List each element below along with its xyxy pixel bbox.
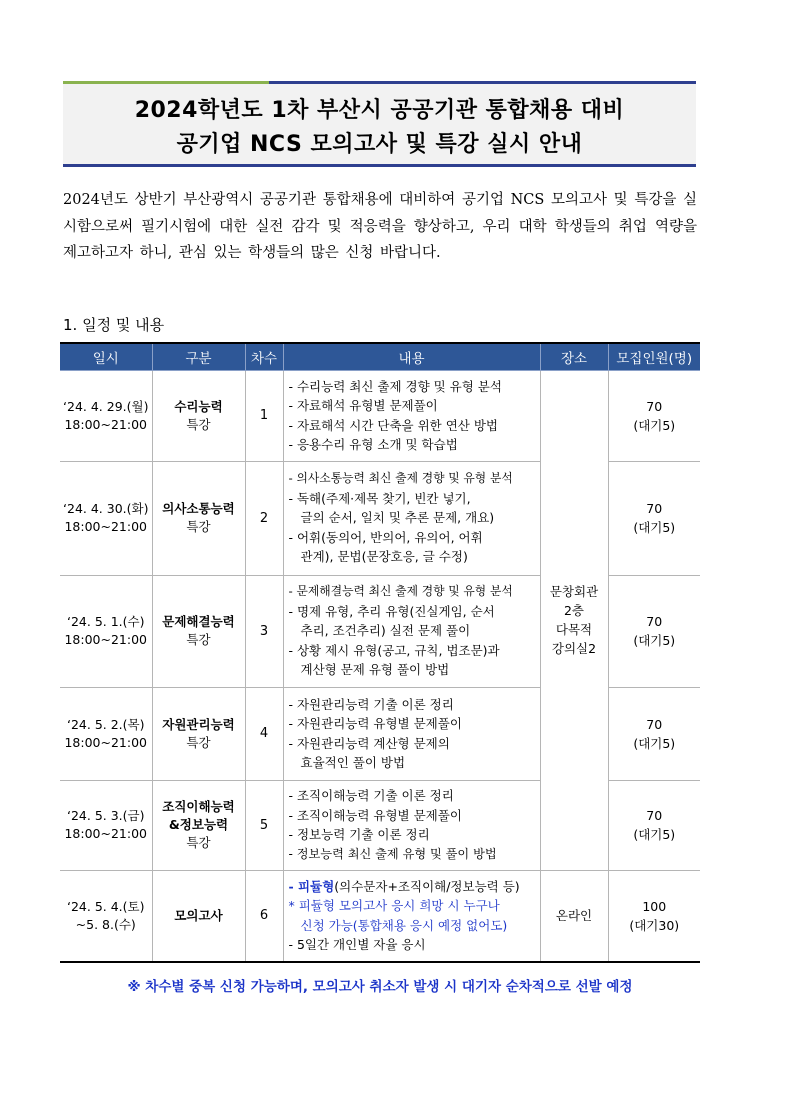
date-cell (60, 870, 152, 962)
recruit-cell (608, 780, 700, 870)
date-cell (60, 461, 152, 575)
date-text: ‘24. 4. 30.(화) (63, 501, 149, 516)
recruit-cell (608, 575, 700, 687)
venue-text: 2층 (563, 603, 585, 618)
date-cell (60, 575, 152, 687)
time-text: 18:00~21:00 (64, 519, 148, 534)
category-type: 특강 (186, 734, 211, 750)
content-text: (의수문자+조직이해/정보능력 등) (334, 878, 520, 894)
venue-cell: 온라인 (540, 870, 608, 962)
time-text: 18:00~21:00 (64, 826, 148, 841)
header-venue: 장소 (540, 343, 608, 370)
recruit-cell (608, 461, 700, 575)
content-item: - 5일간 개인별 자율 응시 (288, 937, 426, 953)
content-item: - 상황 제시 유형(공고, 규칙, 법조문)과 (288, 642, 500, 658)
table-row (60, 870, 700, 962)
category-type: 특강 (186, 632, 211, 647)
date-cell (60, 687, 152, 780)
title-line-2: 공기업 NCS 모의고사 및 특강 실시 안내 (176, 132, 583, 157)
recruit-cell (608, 687, 700, 780)
recruit-count: 70 (646, 398, 663, 414)
content-item: - 자원관리능력 계산형 문제의 (288, 735, 450, 751)
section-heading: 1. 일정 및 내용 (63, 316, 165, 334)
round-cell: 3 (245, 575, 283, 687)
content-cell (283, 461, 540, 575)
category-name: &정보능력 (168, 817, 229, 832)
intro-paragraph: 2024년도 상반기 부산광역시 공공기관 통합채용에 대비하여 공기업 NCS 모의고사 및 특강을 실시함으로써 필기시험에 대한 실전 감각 및 적응력을 향상하고, 우리 대학 학생들의 취업 역량을 제고하고자 하니, 관심 있는 학생들의 많은 신청 바랍니다. (63, 192, 697, 261)
category-type: 특강 (186, 416, 211, 432)
content-item: - 자원관리능력 유형별 문제풀이 (288, 716, 462, 731)
content-item (289, 877, 536, 897)
time-text: ~5. 8.(수) (75, 916, 136, 932)
category-cell (152, 780, 245, 870)
content-item: 계산형 문제 유형 풀이 방법 (300, 662, 450, 678)
category-name: 수리능력 (174, 398, 223, 414)
footnote: ※ 차수별 중복 신청 가능하며, 모의고사 취소자 발생 시 대기자 순차적으로 선발 예정 (127, 979, 633, 995)
content-item: - 자료해석 시간 단축을 위한 연산 방법 (288, 417, 498, 433)
table-row (60, 370, 700, 461)
content-item: 글의 순서, 일치 및 추론 문제, 개요) (300, 510, 495, 526)
category-cell (152, 370, 245, 461)
content-item: - 의사소통능력 최신 출제 경향 및 유형 분석 (288, 471, 513, 486)
category-name: 의사소통능력 (162, 501, 235, 516)
content-highlight: - 피듈형 (288, 878, 335, 894)
content-cell (283, 870, 540, 962)
recruit-count: 100 (642, 898, 667, 914)
title-underline (63, 164, 696, 167)
category-cell (152, 870, 245, 962)
content-item: - 응용수리 유형 소개 및 학습법 (288, 437, 458, 452)
waitlist-count: (대기5) (633, 417, 676, 433)
date-cell (60, 370, 152, 461)
table-header-row (60, 343, 700, 370)
content-item: - 명제 유형, 추리 유형(진실게임, 순서 (288, 603, 495, 619)
recruit-count: 70 (646, 501, 663, 516)
category-name: 문제해결능력 (162, 614, 235, 629)
category-type: 특강 (186, 519, 211, 534)
content-item: 관계), 문법(문장호응, 글 수정) (300, 549, 468, 565)
recruit-count: 70 (646, 808, 663, 823)
time-text: 18:00~21:00 (64, 632, 148, 647)
date-text: ‘24. 5. 2.(목) (67, 716, 145, 732)
schedule-table (60, 342, 700, 963)
waitlist-count: (대기5) (633, 520, 676, 535)
waitlist-count: (대기30) (629, 917, 680, 933)
date-cell (60, 780, 152, 870)
round-cell: 2 (245, 461, 283, 575)
round-cell: 4 (245, 687, 283, 780)
header-recruit: 모집인원(명) (608, 343, 700, 370)
content-note: 신청 가능(통합채용 응시 예정 없어도) (300, 917, 508, 933)
date-text: ‘24. 4. 29.(월) (63, 398, 149, 414)
venue-text: 다목적 (555, 622, 593, 637)
header-date: 일시 (60, 343, 152, 370)
content-item: - 자원관리능력 기출 이론 정리 (288, 696, 454, 712)
waitlist-count: (대기5) (633, 633, 676, 648)
content-cell (283, 780, 540, 870)
recruit-count: 70 (646, 716, 663, 732)
date-text: ‘24. 5. 4.(토) (67, 898, 145, 914)
category-name: 모의고사 (174, 907, 223, 923)
content-note: * 피듈형 모의고사 응시 희망 시 누구나 (288, 898, 500, 914)
header-category: 구분 (152, 343, 245, 370)
content-item: - 조직이해능력 기출 이론 정리 (288, 788, 454, 803)
category-name: 조직이해능력 (162, 799, 235, 814)
time-text: 18:00~21:00 (64, 416, 148, 432)
header-round: 차수 (245, 343, 283, 370)
content-item: - 자료해석 유형별 문제풀이 (288, 398, 438, 413)
content-item: - 조직이해능력 유형별 문제풀이 (288, 807, 462, 823)
title-box (63, 81, 696, 167)
category-type: 특강 (186, 835, 211, 850)
venue-text: 문창회관 (549, 584, 599, 599)
content-item: - 정보능력 기출 이론 정리 (288, 827, 430, 842)
content-item: - 문제해결능력 최신 출제 경향 및 유형 분석 (288, 584, 513, 599)
waitlist-count: (대기5) (633, 827, 676, 842)
round-cell: 6 (245, 870, 283, 962)
round-cell: 5 (245, 780, 283, 870)
category-name: 자원관리능력 (162, 716, 235, 732)
recruit-cell (608, 370, 700, 461)
recruit-count: 70 (646, 614, 663, 629)
content-item: 추리, 조건추리) 실전 문제 풀이 (300, 623, 471, 639)
content-item: - 정보능력 최신 출제 유형 및 풀이 방법 (288, 846, 497, 861)
category-cell (152, 687, 245, 780)
date-text: ‘24. 5. 1.(수) (67, 614, 145, 629)
content-item: 효율적인 풀이 방법 (300, 755, 406, 770)
content-item: - 어휘(동의어, 반의어, 유의어, 어휘 (288, 529, 483, 545)
category-cell (152, 461, 245, 575)
content-item: - 수리능력 최신 출제 경향 및 유형 분석 (288, 378, 502, 394)
content-item: - 독해(주제·제목 찾기, 빈칸 넣기, (288, 490, 471, 506)
content-cell (283, 575, 540, 687)
header-content: 내용 (283, 343, 540, 370)
recruit-cell (608, 870, 700, 962)
date-text: ‘24. 5. 3.(금) (67, 808, 145, 823)
time-text: 18:00~21:00 (64, 734, 148, 750)
waitlist-count: (대기5) (633, 735, 676, 751)
title-accent-green (63, 81, 269, 84)
title-line-1: 2024학년도 1차 부산시 공공기관 통합채용 대비 (134, 98, 625, 123)
title-accent-navy (269, 81, 696, 84)
category-cell (152, 575, 245, 687)
venue-cell (540, 370, 608, 870)
content-cell (283, 370, 540, 461)
content-cell (283, 687, 540, 780)
round-cell: 1 (245, 370, 283, 461)
venue-text: 강의실2 (551, 641, 597, 656)
